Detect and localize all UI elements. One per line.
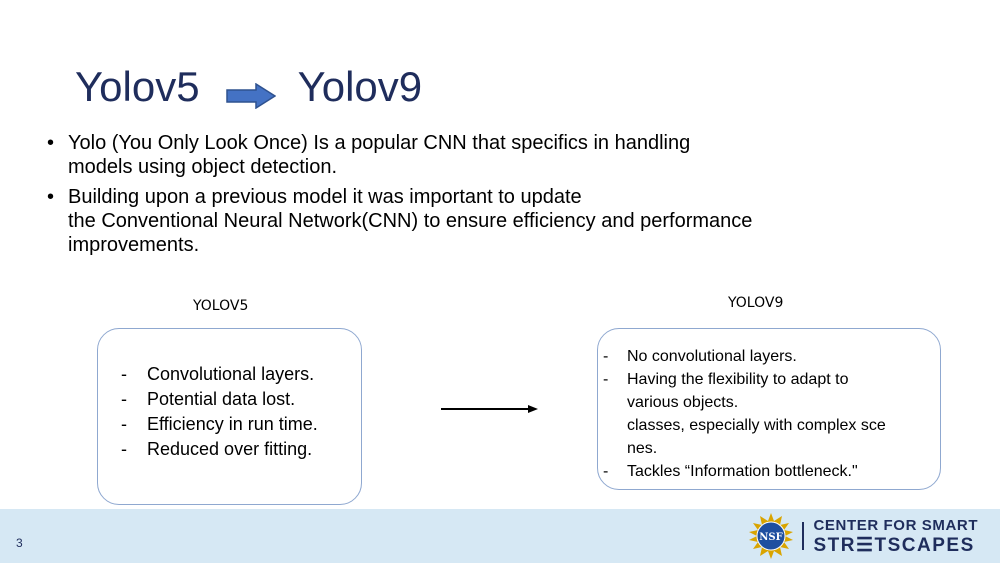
list-item: - Potential data lost. (121, 389, 296, 409)
logo-line-1: CENTER FOR SMART (813, 516, 979, 534)
page-number: 3 (16, 536, 23, 550)
title-left: Yolov5 (75, 63, 200, 110)
yolov9-features-box (597, 328, 941, 490)
list-item: - Tackles “Information bottleneck." (603, 463, 858, 480)
list-item: - Convolutional layers. (121, 364, 315, 384)
bullet-line: improvements. (68, 234, 200, 256)
svg-text:NSF: NSF (759, 532, 783, 543)
center-logo (748, 513, 978, 559)
bullet-line: the Conventional Neural Network(CNN) to ensure efficiency and performance (68, 210, 753, 232)
logo-text (814, 518, 979, 555)
bullet-dot: • (47, 132, 55, 154)
right-arrow-icon (226, 74, 276, 100)
list-item: - No convolutional layers. (603, 348, 797, 365)
connector-arrow-icon (440, 402, 540, 416)
bullet-item (47, 131, 907, 179)
yolov9-label: YOLOV9 (728, 295, 784, 311)
bullet-dot: • (47, 186, 55, 208)
bullet-item (47, 185, 907, 257)
bullet-line: models using object detection. (68, 156, 338, 178)
bullet-line: Building upon a previous model it was important to update (68, 186, 582, 208)
bullet-line: Yolo (You Only Look Once) Is a popular CNN that specifics in handling (68, 132, 691, 154)
list-item: - Reduced over fitting. (121, 439, 313, 459)
title-right: Yolov9 (297, 63, 423, 110)
logo-divider (802, 522, 804, 550)
bullet-list (47, 131, 907, 263)
nsf-seal-icon (748, 513, 794, 559)
footer-bar (0, 509, 1000, 563)
list-item: - Having the flexibility to adapt to various objects. classes, especially with complex sce nes. (603, 371, 886, 457)
list-item: - Efficiency in run time. (121, 414, 318, 434)
yolov5-label: YOLOV5 (193, 298, 249, 314)
slide-title (75, 63, 423, 110)
logo-line-2: STR☰TSCAPES (813, 534, 975, 556)
yolov5-features-box (97, 328, 362, 505)
